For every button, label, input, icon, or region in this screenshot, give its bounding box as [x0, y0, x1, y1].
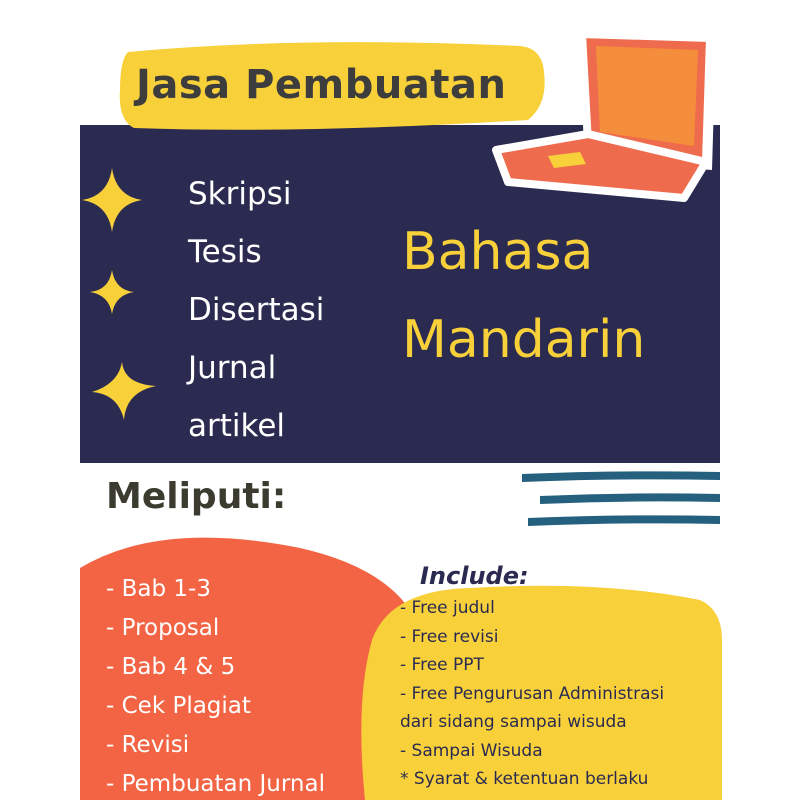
coverage-item: - Cek Plagiat [106, 693, 251, 719]
sparkle-icon [82, 168, 142, 232]
page-title: Jasa Pembuatan [136, 62, 507, 108]
coverage-item: - Bab 4 & 5 [106, 654, 236, 680]
coverage-item: - Proposal [106, 615, 220, 641]
coverage-item: - Bab 1-3 [106, 576, 211, 602]
services-list [188, 166, 324, 456]
include-item: * Syarat & ketentuan berlaku [400, 769, 649, 789]
sparkle-icon [92, 362, 156, 420]
include-item: - Sampai Wisuda [400, 740, 543, 761]
sparkle-icon [90, 270, 134, 314]
include-list [400, 595, 664, 795]
service-item: Jurnal [188, 350, 277, 386]
service-item: artikel [188, 408, 286, 444]
laptop-icon [488, 22, 720, 202]
subject-line-2: Mandarin [402, 310, 646, 370]
include-item: - Free revisi [400, 626, 499, 647]
coverage-item: - Revisi [106, 732, 190, 758]
include-item: dari sidang sampai wisuda [400, 712, 627, 732]
include-item: - Free judul [400, 598, 495, 618]
coverage-list [106, 571, 325, 805]
service-item: Skripsi [188, 176, 292, 212]
stripes [522, 471, 720, 526]
coverage-item: - Pembuatan Jurnal [106, 771, 325, 797]
coverage-heading: Meliputi: [106, 476, 287, 517]
include-item: - Free PPT [400, 655, 484, 675]
service-item: Tesis [188, 234, 262, 270]
include-item: - Free Pengurusan Administrasi [400, 683, 665, 704]
service-item: Disertasi [188, 292, 325, 328]
subject-line-1: Bahasa [402, 222, 594, 282]
include-heading: Include: [420, 562, 529, 590]
